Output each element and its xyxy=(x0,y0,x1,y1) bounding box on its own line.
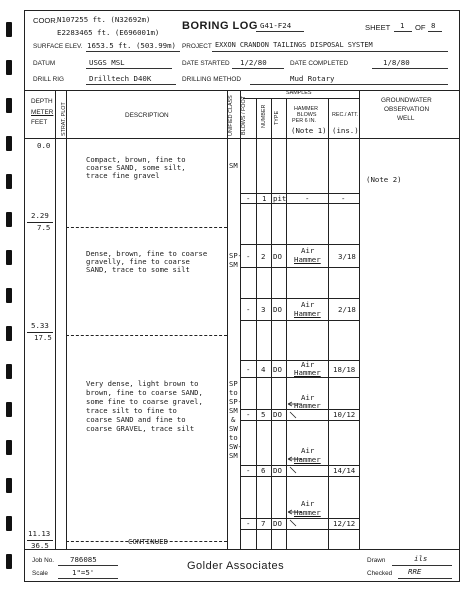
sample-5-number: 5 xyxy=(261,410,266,419)
checked-initials: RRE xyxy=(408,567,422,576)
sample-3-number: 3 xyxy=(261,305,266,314)
layer-3-line-4: trace silt to fine to xyxy=(86,406,177,415)
sample-1-blows: - xyxy=(246,194,251,203)
depth-0: 0.0 xyxy=(37,141,51,150)
depth-meter-2: 5.33 xyxy=(31,321,49,330)
sample-4-hammer-2: Hammer xyxy=(294,368,321,377)
sample-1-number: 1 xyxy=(262,194,267,203)
layer-3-class-2: to xyxy=(229,388,238,397)
sample-6-number: 6 xyxy=(261,466,266,475)
depth-meter-3: 11.13 xyxy=(28,529,51,538)
col-depth-feet: FEET xyxy=(31,119,48,126)
sample-5-rec: 10/12 xyxy=(333,410,356,419)
continued-label: CONTINUED xyxy=(128,537,169,546)
sample-7-blows: - xyxy=(246,519,251,528)
layer-1-line-3: trace fine gravel xyxy=(86,171,160,180)
sample-7-hammer-2: Hammer xyxy=(294,508,321,517)
sample-4-type: DO xyxy=(273,365,282,374)
sample-6-blows: - xyxy=(246,466,251,475)
coord-north: N107255 ft. (N32692m) xyxy=(57,15,151,24)
sample-6-type: DO xyxy=(273,466,282,475)
sample-6-hammer-2: Hammer xyxy=(294,455,321,464)
sample-2-hammer-2: Hammer xyxy=(294,255,321,264)
sheet-label: SHEET xyxy=(365,23,391,32)
well-note: (Note 2) xyxy=(366,175,402,184)
drill-rig: Drilltech D40K xyxy=(89,74,152,83)
page-title: BORING LOG xyxy=(182,20,258,32)
layer-3-class-7: to xyxy=(229,433,238,442)
project-name: EXXON CRANDON TAILINGS DISPOSAL SYSTEM xyxy=(215,41,373,49)
date-completed-label: DATE COMPLETED xyxy=(290,60,349,67)
scale-label: Scale xyxy=(32,570,48,577)
sample-1-rec: - xyxy=(341,194,346,203)
col-depth: DEPTH xyxy=(31,98,53,105)
sample-4-hammer-1: Air xyxy=(301,360,315,369)
arrow-icon xyxy=(284,455,304,475)
layer-1-class: SM xyxy=(229,161,238,170)
sample-1-hammer: - xyxy=(305,194,310,203)
layer-2-line-3: SAND, trace to some silt xyxy=(86,265,190,274)
layer-3-class-3: SP- xyxy=(229,397,242,406)
sample-7-type: DO xyxy=(273,519,282,528)
col-description: DESCRIPTION xyxy=(125,112,169,119)
sample-2-type: DO xyxy=(273,252,282,261)
layer-3-class-4: SM xyxy=(229,406,238,415)
surface-elev-label: SURFACE ELEV. xyxy=(33,43,83,50)
coord-east: E2283465 ft. (E696001m) xyxy=(57,28,160,37)
arrow-icon xyxy=(284,400,304,420)
sample-3-type: DO xyxy=(273,305,282,314)
layer-3-class-9: SM xyxy=(229,451,238,460)
layer-3-class-5: & xyxy=(231,415,236,424)
project-label: PROJECT xyxy=(182,43,212,50)
col-strat-plot: STRAT. PLOT xyxy=(61,102,67,136)
arrow-icon xyxy=(284,508,304,528)
checked-label: Checked xyxy=(367,570,393,577)
company-name: Golder Associates xyxy=(187,560,285,572)
sample-1-type: pit xyxy=(273,194,287,203)
date-started-label: DATE STARTED xyxy=(182,60,230,67)
sample-4-number: 4 xyxy=(261,365,266,374)
col-hammer-blows: BLOWS xyxy=(297,112,317,118)
sample-5-type: DO xyxy=(273,410,282,419)
sample-3-blows: - xyxy=(246,305,251,314)
layer-3-class-1: SP xyxy=(229,379,238,388)
sample-6-rec: 14/14 xyxy=(333,466,356,475)
job-label: Job No. xyxy=(32,557,55,564)
drill-rig-label: DRILL RIG xyxy=(33,76,65,83)
sheet-of-label: OF xyxy=(415,23,426,32)
layer-3-line-2: brown, fine to coarse SAND, xyxy=(86,388,203,397)
layer-2-line-2: gravelly, fine to coarse xyxy=(86,257,190,266)
layer-2-class-2: SM xyxy=(229,260,238,269)
col-type: TYPE xyxy=(274,110,280,125)
sample-4-rec: 18/18 xyxy=(333,365,356,374)
sample-3-hammer-2: Hammer xyxy=(294,309,321,318)
sample-7-number: 7 xyxy=(261,519,266,528)
sample-2-blows: - xyxy=(246,252,251,261)
sample-5-hammer-2: Hammer xyxy=(294,401,321,410)
col-samples: SAMPLES xyxy=(286,90,312,96)
date-completed: 1/8/80 xyxy=(383,58,410,67)
sample-2-rec: 3/18 xyxy=(338,252,356,261)
depth-meter-1: 2.29 xyxy=(31,211,49,220)
col-rec-att: REC./ ATT. xyxy=(332,112,359,118)
col-well: WELL xyxy=(397,115,415,122)
sample-7-rec: 12/12 xyxy=(333,519,356,528)
job-number: 786085 xyxy=(70,555,97,564)
sample-5-hammer-1: Air xyxy=(301,393,315,402)
drilling-method-label: DRILLING METHOD xyxy=(182,76,241,83)
sheet-number: 1 xyxy=(400,21,405,30)
col-hammer: HAMMER xyxy=(294,106,318,112)
sample-4-blows: - xyxy=(246,365,251,374)
boring-number: G41-F24 xyxy=(260,21,292,30)
layer-3-class-8: SW- xyxy=(229,442,242,451)
datum: USGS MSL xyxy=(89,58,125,67)
scale: 1"=5' xyxy=(72,568,95,577)
drawn-initials: ils xyxy=(414,554,428,563)
datum-label: DATUM xyxy=(33,60,56,67)
col-number: NUMBER xyxy=(261,104,267,128)
depth-feet-3: 36.5 xyxy=(31,541,49,550)
layer-1-line-2: coarse SAND, some silt, xyxy=(86,163,186,172)
sample-3-rec: 2/18 xyxy=(338,305,356,314)
drilling-method: Mud Rotary xyxy=(290,74,335,83)
coord-label: COOR. xyxy=(33,16,58,25)
sample-3-hammer-1: Air xyxy=(301,300,315,309)
col-blows-foot: BLOWS / FOOT xyxy=(241,96,247,135)
layer-3-line-1: Very dense, light brown to xyxy=(86,379,199,388)
col-depth-meter: METER xyxy=(31,109,54,116)
col-rec-units: (ins.) xyxy=(332,126,359,135)
col-unified-class: UNIFIED CLASS xyxy=(228,95,234,136)
layer-1-line-1: Compact, brown, fine to xyxy=(86,155,186,164)
layer-3-line-3: some fine to coarse gravel, xyxy=(86,397,203,406)
layer-2-line-1: Dense, brown, fine to coarse xyxy=(86,249,208,258)
col-hammer-per: PER 6 IN. xyxy=(292,118,316,124)
sample-7-hammer-1: Air xyxy=(301,499,315,508)
surface-elev: 1653.5 ft. (503.99m) xyxy=(87,41,176,50)
sample-6-hammer-1: Air xyxy=(301,446,315,455)
col-groundwater: GROUNDWATER xyxy=(381,97,432,104)
layer-3-line-6: coarse GRAVEL, trace silt xyxy=(86,424,195,433)
date-started: 1/2/80 xyxy=(240,58,267,67)
sample-5-blows: - xyxy=(246,410,251,419)
layer-3-line-5: coarse SAND and fine to xyxy=(86,415,186,424)
sample-2-number: 2 xyxy=(261,252,266,261)
col-hammer-note: (Note 1) xyxy=(291,126,327,135)
col-observation: OBSERVATION xyxy=(384,106,430,113)
depth-feet-2: 17.5 xyxy=(34,333,52,342)
sheet-total: 8 xyxy=(431,21,436,30)
drawn-label: Drawn xyxy=(367,557,386,564)
layer-3-class-6: SW xyxy=(229,424,238,433)
layer-2-class-1: SP- xyxy=(229,251,242,260)
sample-2-hammer-1: Air xyxy=(301,246,315,255)
depth-feet-1: 7.5 xyxy=(37,223,51,232)
